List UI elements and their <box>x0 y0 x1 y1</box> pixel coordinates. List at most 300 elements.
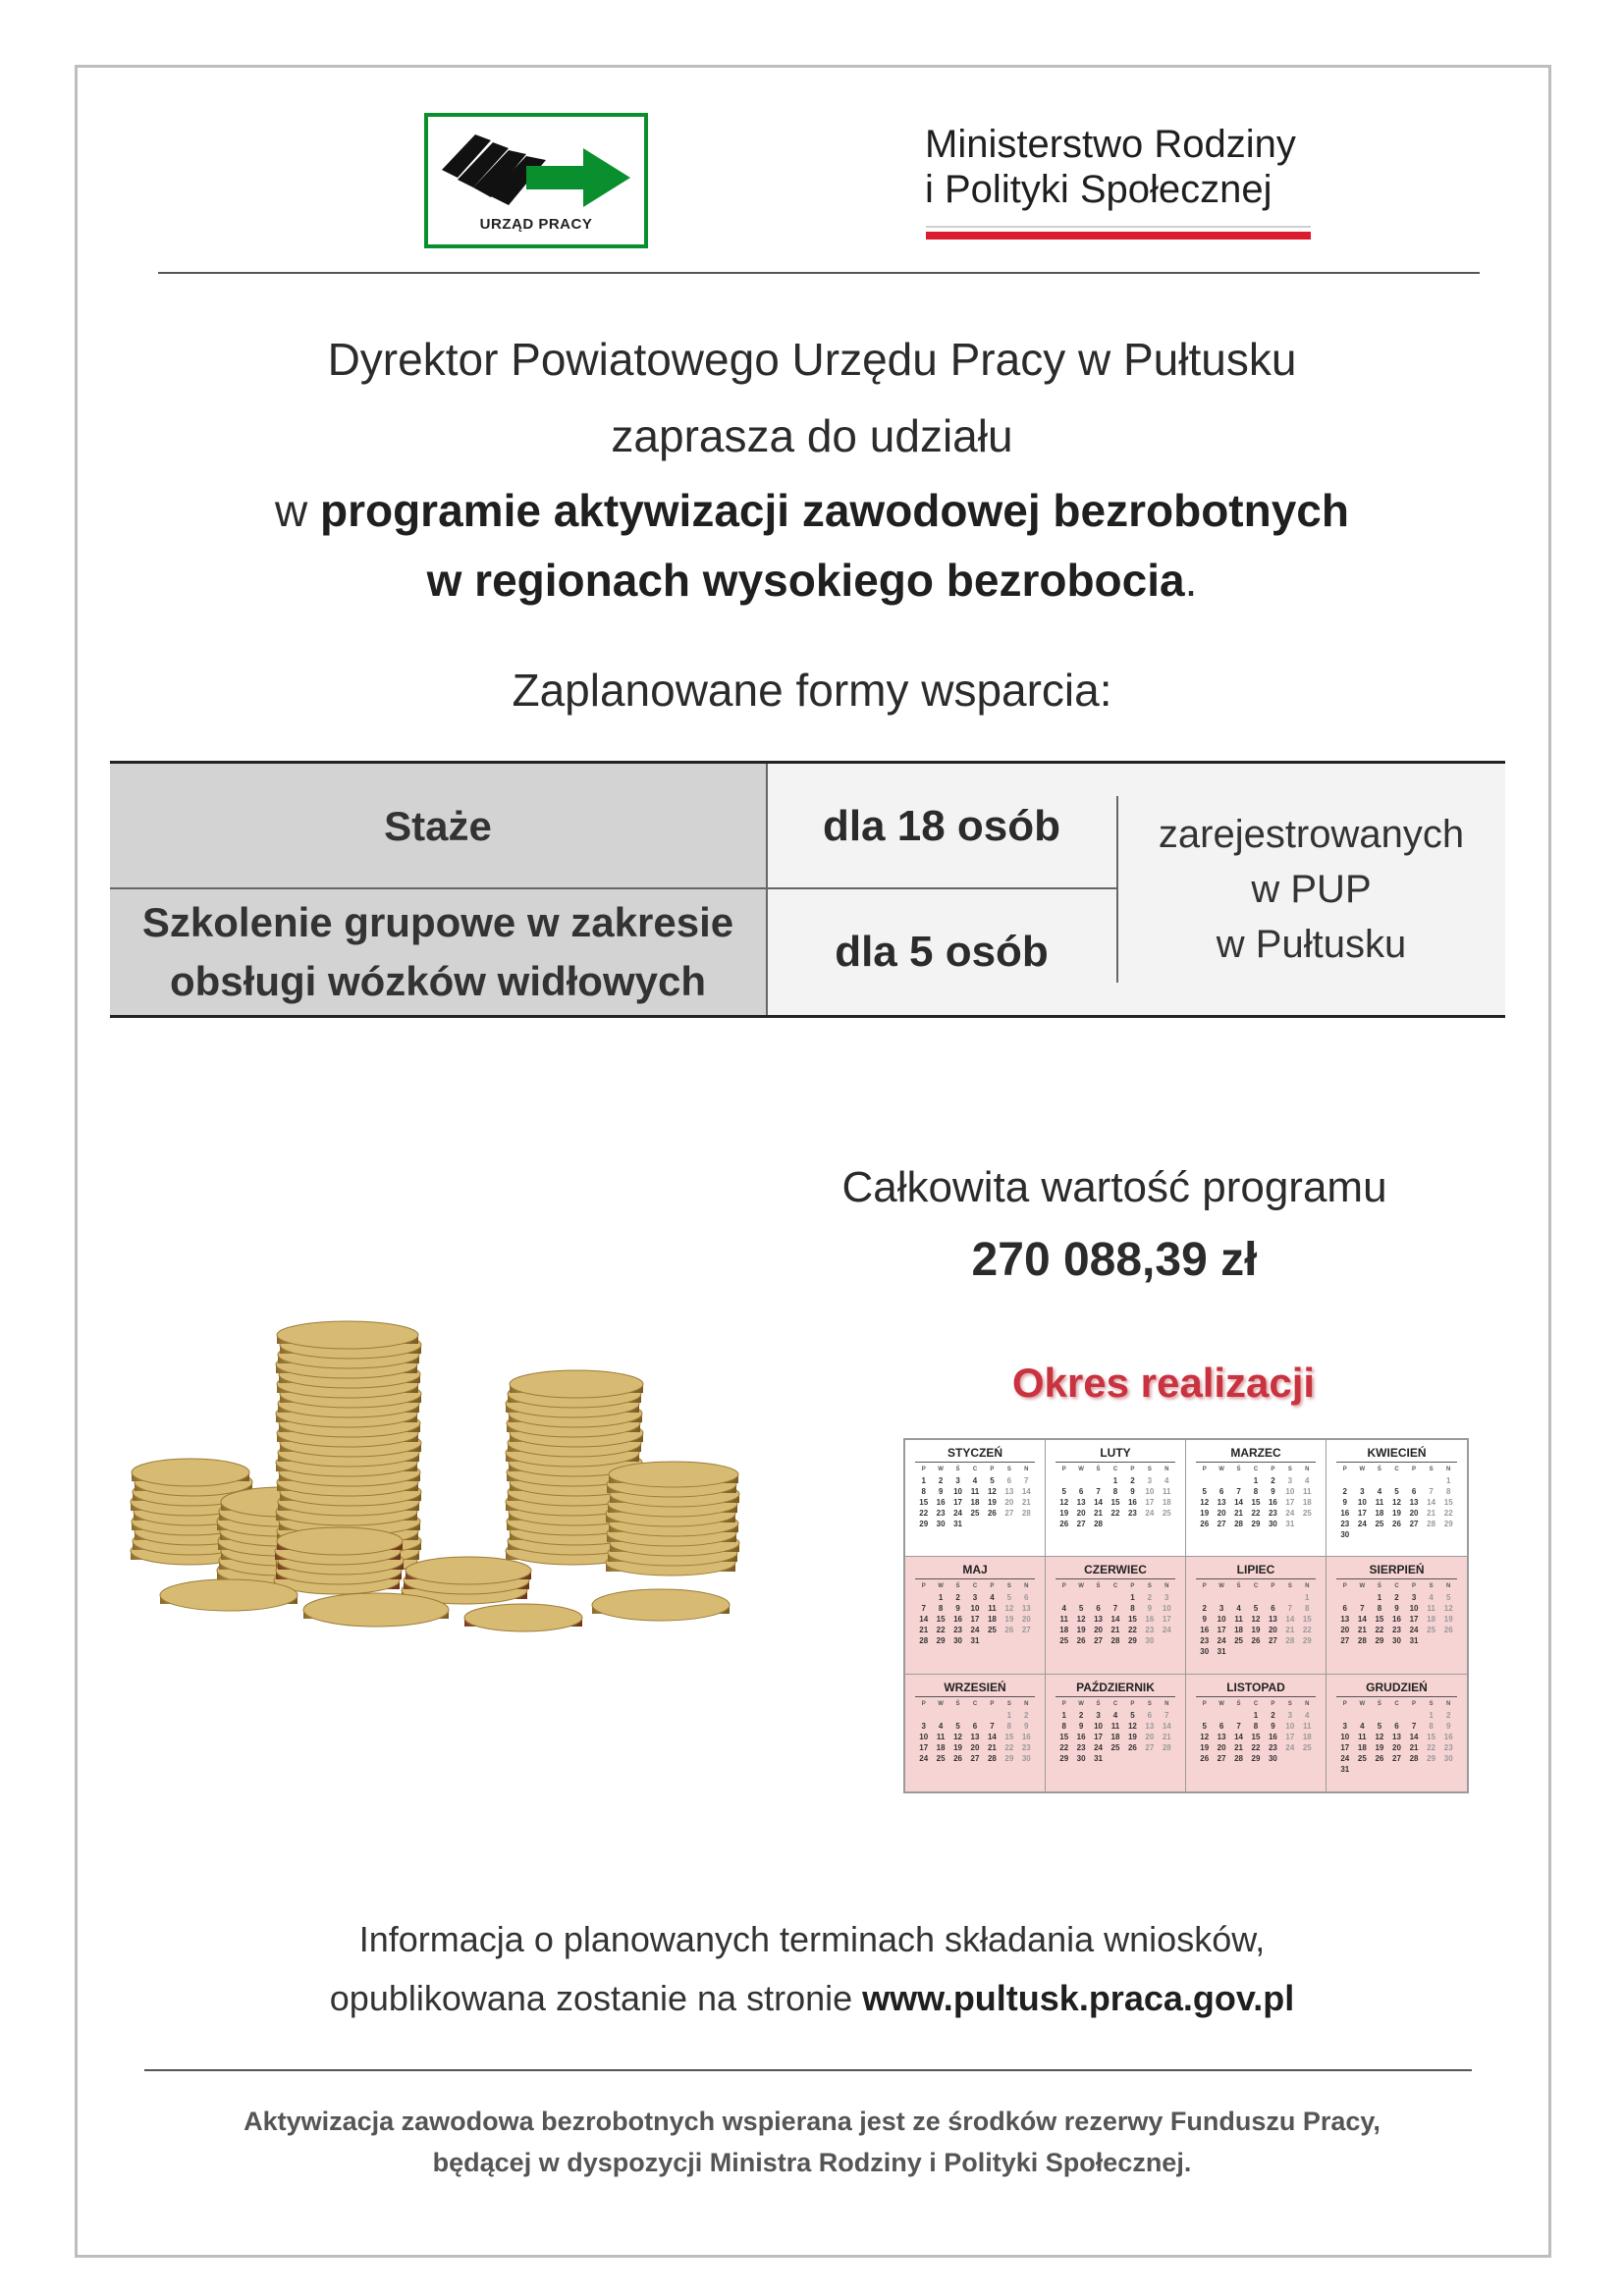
calendar-day-header: N <box>1024 1467 1029 1472</box>
calendar-day: 21 <box>919 1626 929 1635</box>
calendar-day: 16 <box>1200 1626 1210 1635</box>
calendar-day-header: Ś <box>955 1467 960 1472</box>
support-forms-heading: Zaplanowane formy wsparcia: <box>512 665 1112 716</box>
calendar-day: 24 <box>1217 1636 1226 1646</box>
calendar-day: 26 <box>1375 1753 1384 1763</box>
calendar-day: 14 <box>919 1615 929 1625</box>
table-divider <box>1116 796 1118 983</box>
calendar-day: 7 <box>1164 1710 1169 1720</box>
calendar-day: 2 <box>1202 1604 1207 1614</box>
calendar-empty-cell <box>1371 1710 1388 1721</box>
calendar-day: 6 <box>1006 1476 1012 1485</box>
calendar-day-header: P <box>1271 1583 1275 1590</box>
calendar-day: 2 <box>1271 1476 1275 1485</box>
calendar-empty-cell <box>1230 1592 1247 1603</box>
calendar-day: 15 <box>1059 1732 1069 1741</box>
calendar-day: 29 <box>1059 1753 1069 1763</box>
calendar-day-header: C <box>972 1467 978 1472</box>
calendar-day: 23 <box>1200 1636 1210 1646</box>
calendar-day: 22 <box>1251 1509 1261 1518</box>
calendar-day-grid <box>1196 1581 1316 1657</box>
calendar-day: 3 <box>955 1476 960 1485</box>
calendar-empty-cell <box>1056 1475 1072 1486</box>
calendar-day: 30 <box>1021 1753 1031 1763</box>
calendar-empty-cell <box>1354 1710 1372 1721</box>
calendar-day: 21 <box>1094 1509 1104 1518</box>
calendar-day: 18 <box>1375 1509 1384 1518</box>
calendar-day-header: Ś <box>1236 1700 1241 1707</box>
calendar-day: 25 <box>1110 1742 1120 1752</box>
calendar-day: 18 <box>970 1498 980 1507</box>
calendar-day-header: N <box>1164 1467 1169 1472</box>
calendar-day-header: Ś <box>1236 1467 1241 1472</box>
calendar-day: 4 <box>1061 1604 1066 1614</box>
calendar-day: 28 <box>1285 1636 1295 1646</box>
calendar-day: 3 <box>921 1721 926 1731</box>
calendar-day: 11 <box>1375 1498 1384 1507</box>
calendar-day: 16 <box>936 1498 946 1507</box>
calendar-empty-cell <box>1265 1592 1281 1603</box>
calendar-month <box>1186 1557 1326 1674</box>
calendar-day-header: W <box>938 1583 944 1590</box>
calendar-day: 16 <box>1443 1732 1453 1741</box>
calendar-day: 7 <box>1287 1604 1293 1614</box>
calendar-day: 3 <box>1164 1593 1169 1603</box>
calendar-day: 10 <box>1409 1604 1419 1614</box>
calendar-empty-cell <box>1336 1475 1354 1486</box>
calendar-day: 6 <box>1096 1604 1101 1614</box>
calendar-day: 9 <box>938 1487 944 1496</box>
calendar-empty-cell <box>1090 1475 1107 1486</box>
calendar-day: 12 <box>953 1732 963 1741</box>
calendar-day: 18 <box>987 1615 997 1625</box>
calendar-day: 19 <box>1200 1509 1210 1518</box>
calendar-day: 27 <box>1409 1520 1419 1528</box>
calendar-day: 1 <box>1253 1476 1259 1485</box>
calendar-day: 8 <box>938 1604 944 1614</box>
calendar-day: 10 <box>1094 1721 1104 1731</box>
calendar-day: 10 <box>1285 1487 1295 1496</box>
footer-divider <box>144 2069 1472 2071</box>
calendar-day: 5 <box>1394 1487 1399 1496</box>
calendar-day: 24 <box>919 1753 929 1763</box>
calendar-day: 23 <box>1145 1626 1155 1635</box>
calendar-day-header: P <box>990 1467 995 1472</box>
calendar-day: 8 <box>1253 1487 1259 1496</box>
calendar-empty-cell <box>1405 1475 1423 1486</box>
calendar-day: 3 <box>1096 1710 1101 1720</box>
calendar-month-name: STYCZEŃ <box>915 1446 1035 1463</box>
calendar-day: 21 <box>987 1742 997 1752</box>
calendar-day: 20 <box>1076 1509 1086 1518</box>
calendar-day: 7 <box>1096 1487 1101 1496</box>
calendar-day: 26 <box>1200 1753 1210 1763</box>
calendar-day: 19 <box>1059 1509 1069 1518</box>
coin-face <box>510 1370 643 1398</box>
calendar-day: 25 <box>1375 1520 1384 1528</box>
calendar-day: 5 <box>1130 1710 1135 1720</box>
calendar-day: 15 <box>1443 1498 1453 1507</box>
calendar-day: 2 <box>1394 1593 1399 1603</box>
calendar-day: 26 <box>1127 1742 1137 1752</box>
intro-line-4 <box>147 553 1477 608</box>
support-count-training: dla 5 osób <box>766 889 1117 1015</box>
ministry-logo-line <box>926 226 1311 228</box>
calendar-day: 12 <box>1200 1498 1210 1507</box>
calendar-day: 4 <box>1164 1476 1169 1485</box>
calendar-day-grid <box>1336 1465 1457 1540</box>
calendar-empty-cell <box>1336 1592 1354 1603</box>
calendar-day: 10 <box>1145 1487 1155 1496</box>
calendar-day-header: N <box>1305 1583 1310 1590</box>
calendar-empty-cell <box>1354 1592 1372 1603</box>
calendar-day: 17 <box>1340 1742 1350 1752</box>
calendar-day: 30 <box>1076 1753 1086 1763</box>
calendar-day: 26 <box>1004 1626 1014 1635</box>
calendar-day: 18 <box>1059 1626 1069 1635</box>
calendar-day: 31 <box>1094 1753 1104 1763</box>
calendar-day: 2 <box>1342 1487 1347 1496</box>
calendar-day: 17 <box>1217 1626 1226 1635</box>
calendar-day: 9 <box>1394 1604 1399 1614</box>
calendar-empty-cell <box>1056 1592 1072 1603</box>
calendar-day-grid <box>1056 1699 1175 1764</box>
calendar-day: 1 <box>1305 1593 1310 1603</box>
calendar-day: 26 <box>1392 1520 1401 1528</box>
calendar-day: 10 <box>1340 1732 1350 1741</box>
calendar-day: 24 <box>1357 1520 1367 1528</box>
calendar-day: 19 <box>1251 1626 1261 1635</box>
calendar-day-header: N <box>1305 1467 1310 1472</box>
calendar-day: 3 <box>1411 1593 1417 1603</box>
calendar-day: 12 <box>987 1487 997 1496</box>
calendar-day: 11 <box>1303 1721 1312 1731</box>
calendar-day: 5 <box>1078 1604 1084 1614</box>
calendar-day-header: P <box>921 1467 926 1472</box>
calendar-day-header: P <box>1342 1700 1347 1707</box>
calendar-day: 4 <box>1377 1487 1382 1496</box>
calendar-day: 12 <box>1127 1721 1137 1731</box>
urzad-pracy-logo-text: URZĄD PRACY <box>479 216 593 233</box>
calendar-empty-cell <box>1230 1710 1247 1721</box>
calendar-day: 28 <box>919 1636 929 1646</box>
calendar-day: 27 <box>1217 1520 1226 1528</box>
calendar-day: 9 <box>1024 1721 1029 1731</box>
calendar-day: 1 <box>938 1593 944 1603</box>
calendar-day: 7 <box>1024 1476 1029 1485</box>
calendar-month-name: MAJ <box>915 1563 1035 1579</box>
calendar-day: 21 <box>1427 1509 1436 1518</box>
calendar-day: 14 <box>1021 1487 1031 1496</box>
footer-line-2: będącej w dyspozycji Ministra Rodziny i Polityki Społecznej. <box>432 2148 1192 2177</box>
calendar-day: 22 <box>1059 1742 1069 1752</box>
calendar-day: 6 <box>1147 1710 1153 1720</box>
calendar-empty-cell <box>1090 1592 1107 1603</box>
calendar-day: 19 <box>1375 1742 1384 1752</box>
calendar-day: 11 <box>1234 1615 1243 1625</box>
calendar-day-header: P <box>990 1700 995 1707</box>
calendar-day: 28 <box>987 1753 997 1763</box>
calendar-day: 20 <box>1268 1626 1277 1635</box>
coin-face <box>132 1459 249 1486</box>
calendar-empty-cell <box>1196 1710 1213 1721</box>
calendar-empty-cell <box>1196 1592 1213 1603</box>
calendar-day: 23 <box>1076 1742 1086 1752</box>
calendar-day: 30 <box>1392 1636 1401 1646</box>
intro-line-2: zaprasza do udziału <box>611 410 1013 461</box>
calendar-empty-cell <box>1354 1475 1372 1486</box>
calendar-day: 25 <box>970 1509 980 1518</box>
calendar-day: 9 <box>1202 1615 1207 1625</box>
calendar-day: 3 <box>972 1593 978 1603</box>
calendar-day-header: Ś <box>1096 1583 1101 1590</box>
calendar-day-header: S <box>1287 1700 1292 1707</box>
coin-face <box>609 1462 738 1487</box>
calendar-empty-cell <box>1388 1710 1406 1721</box>
calendar-day-grid <box>1336 1699 1457 1775</box>
calendar-day: 6 <box>1218 1721 1224 1731</box>
calendar-day: 4 <box>990 1593 995 1603</box>
support-count-internship: dla 18 osób <box>766 764 1117 888</box>
calendar-day: 12 <box>1443 1604 1453 1614</box>
intro-line-1: Dyrektor Powiatowego Urzędu Pracy w Pułtusku <box>327 334 1297 385</box>
calendar-day: 7 <box>1411 1721 1417 1731</box>
calendar-day: 10 <box>1285 1721 1295 1731</box>
calendar-day: 29 <box>1427 1753 1436 1763</box>
calendar-day: 17 <box>1094 1732 1104 1741</box>
calendar-month-name: LIPIEC <box>1196 1563 1316 1579</box>
calendar-day: 15 <box>1004 1732 1014 1741</box>
calendar-day: 6 <box>1394 1721 1399 1731</box>
calendar-month-name: CZERWIEC <box>1056 1563 1175 1579</box>
info-line-1: Informacja o planowanych terminach składania wniosków, <box>358 1919 1266 1959</box>
calendar-day: 26 <box>1251 1636 1261 1646</box>
calendar-day-header: Ś <box>1377 1467 1381 1472</box>
calendar-day: 2 <box>1078 1710 1084 1720</box>
calendar-day: 7 <box>1112 1604 1118 1614</box>
calendar-month-name: SIERPIEŃ <box>1336 1563 1457 1579</box>
calendar-day: 4 <box>1429 1593 1434 1603</box>
coin-face <box>592 1589 730 1621</box>
calendar-empty-cell <box>1072 1475 1089 1486</box>
calendar-empty-cell <box>1247 1592 1264 1603</box>
calendar-day: 24 <box>1409 1626 1419 1635</box>
calendar-day: 15 <box>1251 1732 1261 1741</box>
calendar-day: 11 <box>1358 1732 1367 1741</box>
calendar-day: 14 <box>1427 1498 1436 1507</box>
calendar-empty-cell <box>915 1710 932 1721</box>
calendar-day: 16 <box>1392 1615 1401 1625</box>
program-value-label: Całkowita wartość programu <box>841 1163 1387 1211</box>
calendar-day: 9 <box>1445 1721 1451 1731</box>
calendar-day-header: N <box>1446 1700 1451 1707</box>
calendar-day: 7 <box>1236 1487 1241 1496</box>
calendar-day: 13 <box>1268 1615 1277 1625</box>
calendar-day: 3 <box>1342 1721 1347 1731</box>
calendar-day: 13 <box>1145 1721 1155 1731</box>
calendar-day: 13 <box>1217 1732 1226 1741</box>
calendar-day-header: Ś <box>1096 1700 1101 1707</box>
calendar-day: 12 <box>1251 1615 1261 1625</box>
calendar-day: 20 <box>1021 1615 1031 1625</box>
calendar-day: 12 <box>1059 1498 1069 1507</box>
calendar-day: 21 <box>1357 1626 1367 1635</box>
calendar-day: 9 <box>1271 1721 1275 1731</box>
calendar-day: 1 <box>1061 1710 1066 1720</box>
website-link[interactable]: www.pultusk.praca.gov.pl <box>862 1978 1295 2018</box>
calendar-day: 13 <box>1217 1498 1226 1507</box>
calendar-day: 8 <box>1429 1721 1434 1731</box>
calendar-empty-cell <box>1196 1475 1213 1486</box>
implementation-period-title: Okres realizacji <box>1011 1360 1316 1406</box>
calendar-day: 18 <box>1302 1732 1312 1741</box>
calendar-day: 11 <box>1427 1604 1435 1614</box>
calendar-empty-cell <box>1371 1475 1388 1486</box>
calendar-day: 4 <box>972 1476 978 1485</box>
calendar-month <box>905 1675 1046 1791</box>
calendar-day: 27 <box>1076 1520 1086 1528</box>
calendar-day: 16 <box>953 1615 963 1625</box>
calendar-day: 22 <box>1375 1626 1384 1635</box>
calendar-day: 15 <box>919 1498 929 1507</box>
calendar-month-name: PAŹDZIERNIK <box>1056 1681 1175 1697</box>
calendar-day: 1 <box>1445 1476 1451 1485</box>
calendar-day: 17 <box>919 1742 929 1752</box>
calendar-day: 24 <box>953 1509 963 1518</box>
calendar-day: 23 <box>1268 1509 1277 1518</box>
calendar-day: 29 <box>936 1636 946 1646</box>
calendar-day: 17 <box>953 1498 963 1507</box>
calendar-day-header: S <box>1147 1583 1152 1590</box>
calendar-day: 25 <box>1162 1509 1171 1518</box>
calendar-day: 6 <box>1271 1604 1275 1614</box>
calendar-day: 9 <box>1147 1604 1153 1614</box>
calendar-day: 27 <box>1145 1742 1155 1752</box>
ministry-logo-text: Ministerstwo Rodziny i Polityki Społecznej <box>925 123 1296 211</box>
calendar-day: 24 <box>970 1626 980 1635</box>
calendar-day: 8 <box>921 1487 926 1496</box>
table-divider <box>110 887 766 889</box>
calendar-day: 27 <box>1004 1509 1014 1518</box>
calendar-day: 24 <box>1340 1753 1350 1763</box>
calendar-day-header: S <box>1147 1467 1152 1472</box>
calendar-day: 22 <box>1110 1509 1120 1518</box>
calendar-day: 20 <box>1392 1742 1401 1752</box>
calendar-day: 16 <box>1076 1732 1086 1741</box>
calendar-day-header: P <box>1061 1583 1066 1590</box>
calendar-empty-cell <box>1213 1710 1229 1721</box>
calendar-day: 25 <box>1302 1742 1312 1752</box>
calendar-empty-cell <box>1336 1710 1354 1721</box>
calendar-month <box>905 1557 1046 1674</box>
intro-line-3-prefix: w <box>274 485 320 536</box>
calendar-day: 5 <box>1377 1721 1382 1731</box>
calendar-day: 4 <box>1305 1710 1310 1720</box>
calendar-day: 17 <box>1145 1498 1155 1507</box>
calendar-day-header: C <box>972 1583 978 1590</box>
calendar-day-header: C <box>1112 1700 1118 1707</box>
calendar-day-header: W <box>938 1700 944 1707</box>
calendar-day: 23 <box>1127 1509 1137 1518</box>
calendar-day: 18 <box>1110 1732 1120 1741</box>
calendar-day: 16 <box>1340 1509 1350 1518</box>
calendar-day: 31 <box>1217 1647 1226 1657</box>
calendar-day: 20 <box>1217 1742 1226 1752</box>
calendar-day: 2 <box>1271 1710 1275 1720</box>
calendar-day-header: N <box>1446 1583 1451 1590</box>
support-table <box>110 761 1505 1018</box>
calendar-day: 30 <box>1145 1636 1155 1646</box>
calendar-day: 2 <box>1130 1476 1135 1485</box>
calendar-day: 26 <box>1059 1520 1069 1528</box>
calendar-day: 8 <box>1305 1604 1310 1614</box>
calendar-day: 13 <box>970 1732 980 1741</box>
calendar-day: 8 <box>1377 1604 1382 1614</box>
calendar-day: 10 <box>1357 1498 1367 1507</box>
info-line-2-prefix: opublikowana zostanie na stronie <box>329 1978 863 2018</box>
calendar-day: 28 <box>1021 1509 1031 1518</box>
calendar-day: 19 <box>953 1742 963 1752</box>
calendar-day-header: P <box>1202 1700 1207 1707</box>
calendar-month <box>1046 1440 1186 1557</box>
calendar-day-header: P <box>1412 1467 1417 1472</box>
calendar-day: 7 <box>1360 1604 1365 1614</box>
coin-face <box>277 1321 418 1349</box>
support-form-training: Szkolenie grupowe w zakresie obsługi wózków widłowych <box>110 889 766 1015</box>
calendar-empty-cell <box>1230 1475 1247 1486</box>
calendar-month <box>1186 1440 1326 1557</box>
calendar-day-grid <box>1056 1581 1175 1646</box>
calendar-day: 14 <box>1110 1615 1120 1625</box>
calendar-day: 12 <box>1076 1615 1086 1625</box>
calendar-day: 26 <box>953 1753 963 1763</box>
calendar-day: 15 <box>1427 1732 1436 1741</box>
calendar-day: 1 <box>1130 1593 1135 1603</box>
calendar-day: 2 <box>938 1476 944 1485</box>
calendar-day: 8 <box>1006 1721 1012 1731</box>
calendar-day: 29 <box>1302 1636 1312 1646</box>
calendar-day: 4 <box>1236 1604 1241 1614</box>
calendar-day-header: P <box>1412 1700 1417 1707</box>
calendar-day: 22 <box>1127 1626 1137 1635</box>
calendar-day: 29 <box>1375 1636 1384 1646</box>
calendar-empty-cell <box>1281 1592 1298 1603</box>
calendar-day: 27 <box>1268 1636 1277 1646</box>
calendar-day: 10 <box>1217 1615 1226 1625</box>
calendar-day: 24 <box>1145 1509 1155 1518</box>
year-calendar <box>903 1438 1469 1793</box>
calendar-day: 16 <box>1145 1615 1155 1625</box>
intro-line-3 <box>147 483 1477 538</box>
calendar-day: 22 <box>1302 1626 1312 1635</box>
calendar-day: 14 <box>1234 1732 1244 1741</box>
calendar-month-name: LISTOPAD <box>1196 1681 1316 1697</box>
calendar-month-name: WRZESIEŃ <box>915 1681 1035 1697</box>
calendar-day: 3 <box>1360 1487 1365 1496</box>
calendar-day: 11 <box>1303 1487 1312 1496</box>
calendar-day: 29 <box>1251 1753 1261 1763</box>
calendar-day-header: Ś <box>1236 1583 1241 1590</box>
calendar-day-grid <box>915 1465 1035 1529</box>
calendar-day: 24 <box>1162 1626 1171 1635</box>
calendar-day: 13 <box>1021 1604 1031 1614</box>
calendar-day: 18 <box>1162 1498 1171 1507</box>
calendar-day: 3 <box>1287 1476 1293 1485</box>
calendar-day: 21 <box>1110 1626 1120 1635</box>
calendar-day: 31 <box>1285 1520 1295 1528</box>
calendar-day: 25 <box>936 1753 946 1763</box>
calendar-day-header: S <box>1429 1700 1434 1707</box>
